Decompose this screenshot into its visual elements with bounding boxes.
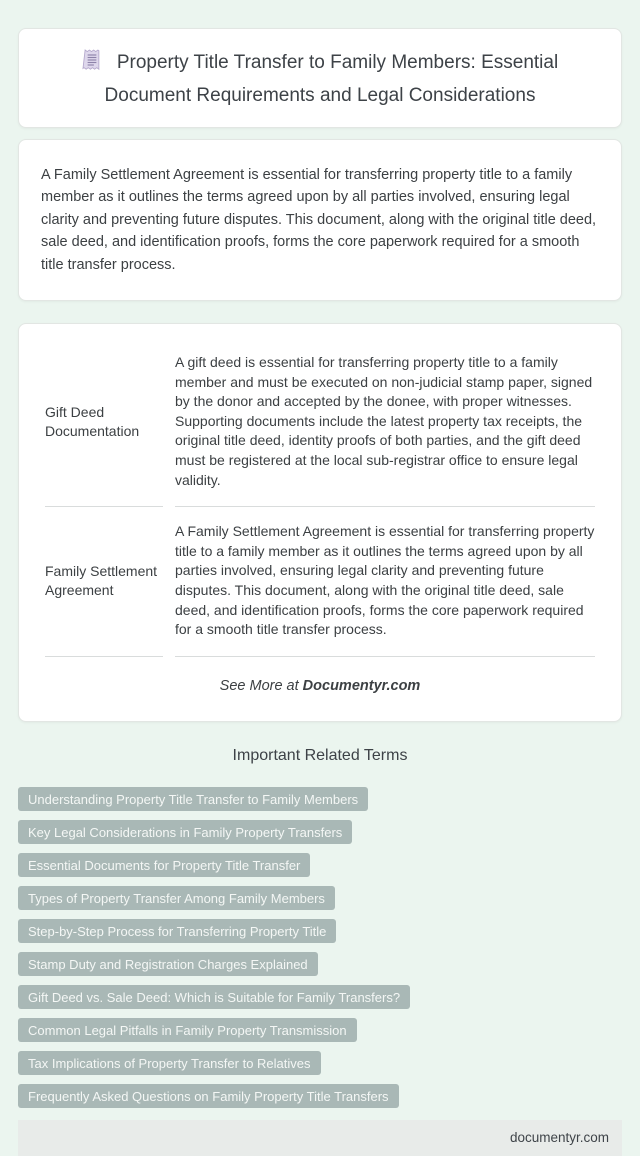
related-term-tag[interactable]: Stamp Duty and Registration Charges Explained [18, 952, 318, 976]
page-title-text: Property Title Transfer to Family Members: Essential Document Requirements and Legal Considerations [104, 52, 559, 106]
see-more-site-link[interactable]: Documentyr.com [302, 677, 421, 694]
term-name-cell: Gift Deed Documentation [45, 338, 163, 507]
related-term-tag[interactable]: Essential Documents for Property Title Transfer [18, 853, 310, 877]
terms-table [33, 338, 607, 657]
related-term-tag[interactable]: Gift Deed vs. Sale Deed: Which is Suitable for Family Transfers? [18, 985, 410, 1009]
related-term-tag[interactable]: Key Legal Considerations in Family Property Transfers [18, 820, 352, 844]
terms-table-row [45, 507, 595, 657]
related-terms-tag-list [18, 787, 622, 1108]
term-description-cell: A gift deed is essential for transferring property title to a family member and must be executed on non-judicial stamp paper, signed by the donor and accepted by the donee, with proper witnesses. Supporting documents include the latest property tax receipts, the original title deed, identity proofs of both parties, and the gift deed must be registered at the local sub-registrar office to ensure legal validity. [175, 338, 595, 507]
see-more-prefix: See More at [219, 677, 303, 694]
intro-card [18, 139, 622, 301]
related-term-tag[interactable]: Tax Implications of Property Transfer to Relatives [18, 1051, 321, 1075]
related-term-tag[interactable]: Common Legal Pitfalls in Family Property Transmission [18, 1018, 357, 1042]
related-terms-heading: Important Related Terms [232, 746, 408, 764]
terms-table-body [45, 338, 595, 657]
related-term-tag[interactable]: Understanding Property Title Transfer to Family Members [18, 787, 368, 811]
receipt-icon [82, 48, 102, 81]
see-more-line [33, 678, 607, 694]
related-term-tag[interactable]: Step-by-Step Process for Transferring Property Title [18, 919, 336, 943]
term-name-cell: Family Settlement Agreement [45, 507, 163, 657]
title-card [18, 28, 622, 128]
related-term-tag[interactable]: Types of Property Transfer Among Family Members [18, 886, 335, 910]
footer-bar [18, 1120, 622, 1156]
page-title [45, 48, 595, 110]
terms-table-card [18, 323, 622, 722]
terms-table-row [45, 338, 595, 507]
footer-site-text: documentyr.com [509, 1130, 609, 1146]
term-description-cell: A Family Settlement Agreement is essential for transferring property title to a family member as it outlines the terms agreed upon by all parties involved, ensuring legal clarity and preventing future disputes. This document, along with the original title deed, sale deed, and identification proofs, forms the core paperwork required for a smooth title transfer process. [175, 507, 595, 657]
intro-paragraph: A Family Settlement Agreement is essential for transferring property title to a family member as it outlines the terms agreed upon by all parties involved, ensuring legal clarity and preventing future disputes. This document, along with the original title deed, sale deed, and identification proofs, forms the core paperwork required for a smooth title transfer process. [41, 167, 597, 273]
page [0, 28, 640, 1156]
related-term-tag[interactable]: Frequently Asked Questions on Family Property Title Transfers [18, 1084, 399, 1108]
